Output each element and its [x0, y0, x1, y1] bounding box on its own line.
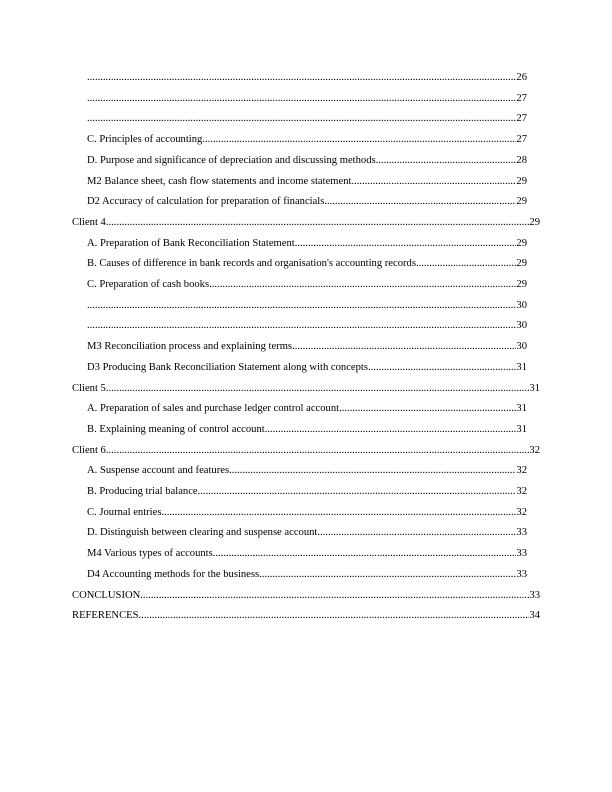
toc-leader-dots [376, 154, 517, 168]
toc-entry-label: Client 5 [72, 382, 106, 394]
toc-leader-dots [416, 257, 516, 271]
toc-entry-page: 30 [516, 341, 527, 353]
toc-entry[interactable] [87, 423, 527, 437]
toc-entry-page: 29 [529, 216, 540, 228]
toc-leader-dots [292, 340, 516, 354]
toc-entry-page: 29 [516, 237, 527, 249]
toc-leader-dots [368, 361, 516, 375]
toc-entry-label: D3 Producing Bank Reconciliation Statement along with concepts [87, 361, 368, 373]
toc-leader-dots [106, 382, 530, 396]
toc-entry-page: 28 [516, 154, 527, 166]
toc-entry-label: M4 Various types of accounts [87, 548, 213, 560]
toc-entry-label: C. Journal entries [87, 506, 162, 518]
toc-leader-dots [87, 92, 516, 106]
toc-leader-dots [106, 216, 530, 230]
toc-entry[interactable] [72, 609, 540, 623]
toc-entry-page: 29 [516, 258, 527, 270]
toc-entry-page: 30 [516, 320, 527, 332]
toc-leader-dots [139, 609, 530, 623]
toc-entry[interactable] [87, 133, 527, 147]
toc-entry[interactable] [87, 237, 527, 251]
toc-entry-label: CONCLUSION [72, 589, 141, 601]
toc-leader-dots [198, 485, 517, 499]
toc-entry-page: 27 [516, 92, 527, 104]
toc-entry-page: 30 [516, 299, 527, 311]
toc-entry-label: M3 Reconciliation process and explaining terms [87, 341, 293, 353]
toc-leader-dots [161, 506, 516, 520]
toc-entry-label: C. Principles of accounting [87, 134, 203, 146]
toc-entry[interactable] [87, 464, 527, 478]
toc-entry-page: 32 [529, 444, 540, 456]
toc-leader-dots [317, 526, 516, 540]
toc-entry-page: 31 [516, 403, 527, 415]
toc-leader-dots [324, 195, 516, 209]
toc-entry[interactable] [87, 319, 527, 333]
toc-leader-dots [339, 402, 516, 416]
toc-entry-page: 26 [516, 72, 527, 83]
toc-entry[interactable] [87, 92, 527, 106]
toc-leader-dots [87, 71, 516, 85]
toc-entry[interactable] [87, 402, 527, 416]
toc-entry[interactable] [87, 340, 527, 354]
toc-entry[interactable] [87, 278, 527, 292]
toc-entry-page: 31 [516, 361, 527, 373]
toc-entry-page: 31 [516, 423, 527, 435]
toc-entry[interactable] [87, 175, 527, 189]
toc-entry-page: 34 [529, 610, 540, 622]
toc-entry-page: 33 [516, 568, 527, 580]
toc-leader-dots [259, 568, 516, 582]
toc-entry-page: 33 [529, 589, 540, 601]
toc-entry-page: 33 [516, 527, 527, 539]
toc-leader-dots [202, 133, 516, 147]
toc-entry[interactable] [72, 589, 540, 603]
toc-entry[interactable] [87, 506, 527, 520]
toc-leader-dots [87, 299, 516, 313]
toc-entry[interactable] [72, 216, 540, 230]
toc-entry[interactable] [87, 195, 527, 209]
toc-entry-page: 29 [516, 196, 527, 208]
toc-entry-page: 32 [516, 486, 527, 497]
toc-leader-dots [295, 237, 517, 251]
toc-leader-dots [213, 547, 517, 561]
toc-leader-dots [209, 278, 516, 292]
toc-entry-label: D2 Accuracy of calculation for preparation of financials [87, 196, 325, 208]
toc-leader-dots [140, 589, 529, 603]
toc-entry-label: REFERENCES [72, 610, 139, 622]
toc-entry-label: A. Suspense account and features [87, 465, 230, 477]
toc-entry[interactable] [87, 299, 527, 313]
toc-entry[interactable] [87, 568, 527, 582]
toc-leader-dots [87, 112, 516, 126]
toc-entry-label: B. Explaining meaning of control account [87, 423, 265, 435]
toc-entry-page: 27 [516, 113, 527, 125]
toc-entry-label: A. Preparation of sales and purchase ledger control account [87, 403, 340, 415]
toc-entry-label: C. Preparation of cash books [87, 279, 210, 290]
toc-entry-page: 27 [516, 134, 527, 146]
toc-entry-page: 32 [516, 465, 527, 477]
toc-entry[interactable] [87, 71, 527, 85]
toc-entry-page: 31 [529, 382, 540, 394]
toc-entry-page: 29 [516, 175, 527, 187]
toc-entry-label: Client 6 [72, 444, 106, 456]
toc-entry-label: Client 4 [72, 216, 106, 228]
toc-entry[interactable] [87, 154, 527, 168]
toc-entry-label: B. Producing trial balance [87, 486, 198, 497]
toc-entry-label: D. Purpose and significance of depreciation and discussing methods [87, 154, 376, 166]
toc-leader-dots [229, 464, 516, 478]
toc-leader-dots [265, 423, 517, 437]
toc-entry[interactable] [87, 112, 527, 126]
toc-entry-label: M2 Balance sheet, cash flow statements and income statement [87, 175, 352, 187]
toc-entry-label: D4 Accounting methods for the business [87, 568, 260, 580]
toc-entry[interactable] [87, 485, 527, 499]
toc-entry-page: 32 [516, 506, 527, 518]
toc-entry[interactable] [87, 361, 527, 375]
toc-entry-label: A. Preparation of Bank Reconciliation Statement [87, 237, 295, 249]
toc-entry-label: D. Distinguish between clearing and suspense account [87, 527, 318, 539]
toc-leader-dots [87, 319, 516, 333]
toc-entry[interactable] [87, 547, 527, 561]
toc-entry[interactable] [87, 526, 527, 540]
toc-entry[interactable] [72, 444, 540, 458]
toc-entry-page: 33 [516, 548, 527, 560]
toc-entry[interactable] [87, 257, 527, 271]
toc-leader-dots [351, 175, 516, 189]
toc-entry-label: B. Causes of difference in bank records and organisation's accounting records [87, 258, 416, 270]
toc-entry-page: 29 [516, 279, 527, 290]
toc-leader-dots [106, 444, 530, 458]
toc-entry[interactable] [72, 382, 540, 396]
